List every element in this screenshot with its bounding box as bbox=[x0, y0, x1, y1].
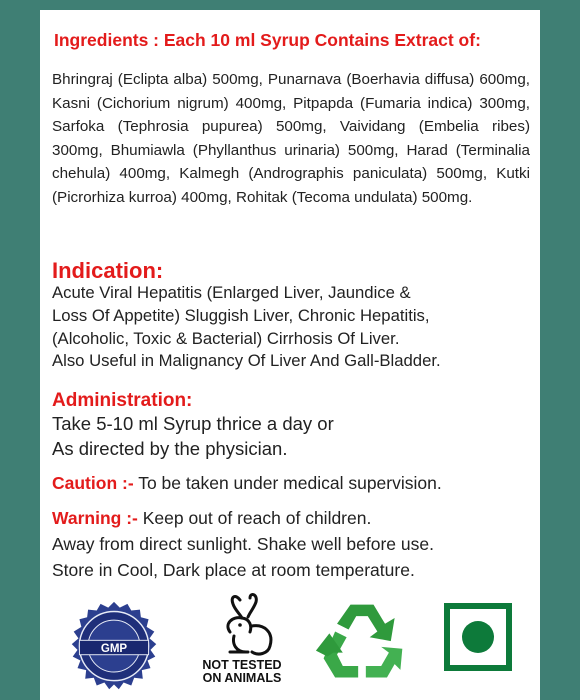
administration-line: As directed by the physician. bbox=[52, 438, 288, 459]
gmp-text: GMP bbox=[100, 642, 128, 655]
gmp-seal-icon bbox=[66, 600, 162, 696]
indication-line: Acute Viral Hepatitis (Enlarged Liver, Jaundice & bbox=[52, 283, 411, 302]
recycle-icon bbox=[314, 598, 410, 688]
administration-heading: Administration: bbox=[52, 390, 193, 411]
not-tested-on-animals bbox=[190, 659, 294, 685]
not-tested-line: ON ANIMALS bbox=[202, 671, 282, 685]
indication-line: (Alcoholic, Toxic & Bacterial) Cirrhosis Of Liver. bbox=[52, 328, 400, 348]
indication-heading: Indication: bbox=[52, 258, 164, 283]
warning-line: Store in Cool, Dark place at room temperature. bbox=[52, 560, 415, 580]
warning-label: Warning :- bbox=[52, 508, 138, 528]
warning-line: Away from direct sunlight. Shake well before use. bbox=[52, 534, 434, 554]
ingredients-title: Ingredients : Each 10 ml Syrup Contains Extract of: bbox=[54, 30, 481, 50]
indication-line: Also Useful in Malignancy Of Liver And Gall-Bladder. bbox=[52, 351, 441, 371]
warning-block bbox=[52, 505, 434, 583]
warning-line bbox=[52, 505, 434, 531]
warning-text: Keep out of reach of children. bbox=[137, 508, 372, 528]
caution-label: Caution :- bbox=[52, 473, 134, 493]
ingredients-list: Bhringraj (Eclipta alba) 500mg, Punarnava (Boerhavia diffusa) 600mg, Kasni (Cichorium nigrum) 400mg, Pitpapda (Fumaria indica) 300mg, Sarfoka (Tephrosia pupurea) 500mg, Vaividang (Embelia ribes) 300mg, Bhumiawla (Phyllanthus urinaria) 500mg, Harad (Terminalia chehula) 400mg, Kalmegh (Andrographis paniculata) 500mg, Kutki (Picrorhiza kurroa) 400mg, Rohitak (Tecoma undulata) 500mg. bbox=[52, 71, 530, 206]
caution-text: To be taken under medical supervision. bbox=[133, 473, 442, 493]
indication-line: Loss Of Appetite) Sluggish Liver, Chronic Hepatitis, bbox=[52, 305, 430, 325]
indication-text bbox=[52, 282, 441, 373]
label-panel bbox=[40, 10, 540, 700]
rabbit-icon bbox=[200, 592, 290, 662]
administration-text bbox=[52, 411, 334, 461]
caution-line bbox=[52, 473, 442, 494]
administration-line: Take 5-10 ml Syrup thrice a day or bbox=[52, 413, 334, 434]
veg-mark-icon bbox=[444, 603, 512, 671]
not-tested-line: NOT TESTED bbox=[202, 658, 282, 672]
